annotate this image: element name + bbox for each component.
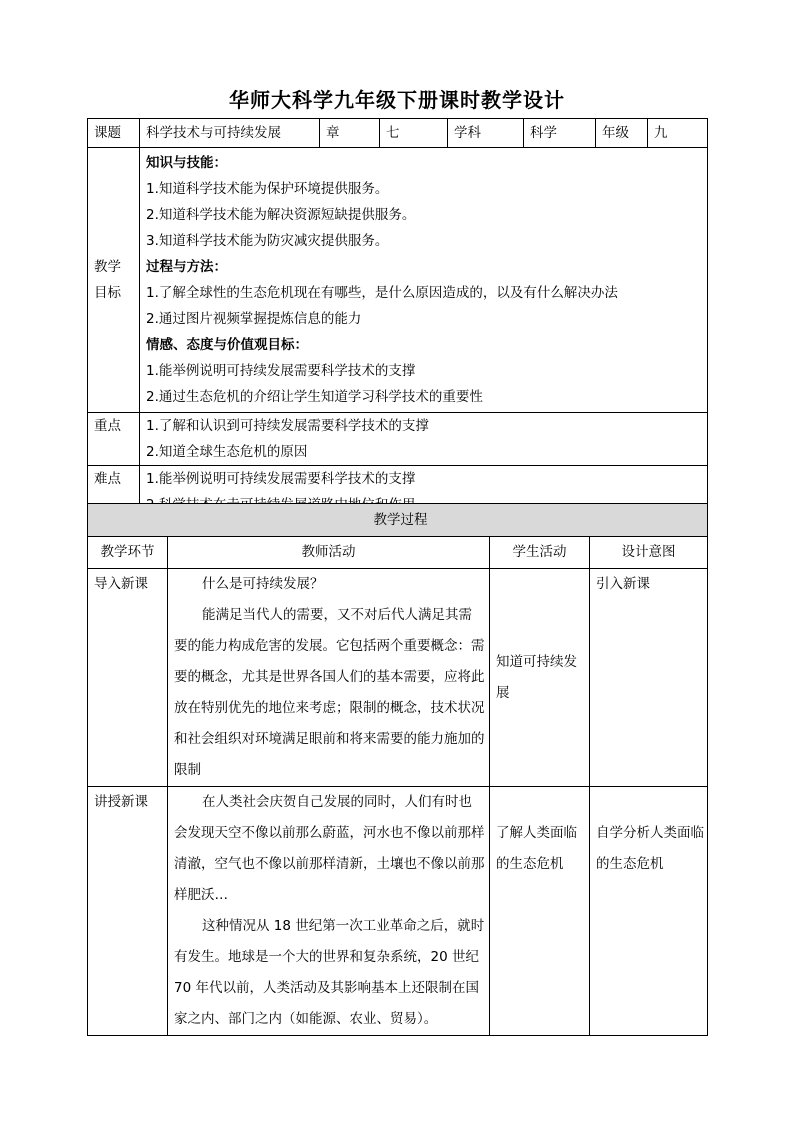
stage-cell: 讲授新课 (88, 787, 168, 1036)
lesson-info-table (87, 118, 708, 519)
table-row (88, 569, 708, 787)
column-header-teacher: 教师活动 (168, 537, 490, 569)
process-band-row (88, 504, 708, 537)
student-activity-cell: 知道可持续发展 (490, 569, 590, 787)
teacher-paragraph: 在人类社会庆贺自己发展的同时，人们有时也会发现天空不像以前那么蔚蓝，河水也不像以前那样清澈，空气也不像以前那样清新，土壤也不像以前那样肥沃… (174, 794, 485, 903)
topic-label: 课题 (88, 119, 140, 148)
teacher-activity-cell (168, 569, 490, 787)
chapter-label: 章 (320, 119, 380, 148)
grade-label: 年级 (596, 119, 648, 148)
process-header-row (88, 537, 708, 569)
chapter-value: 七 (380, 119, 448, 148)
process-item: 2.通过图片视频掌握提炼信息的能力 (146, 311, 362, 327)
column-header-intent: 设计意图 (590, 537, 708, 569)
process-heading: 过程与方法： (146, 259, 227, 275)
key-point-item: 2.知道全球生态危机的原因 (146, 444, 308, 460)
key-points-label: 重点 (88, 413, 140, 466)
process-table (87, 503, 708, 1036)
page-title: 华师大科学九年级下册课时教学设计 (229, 88, 565, 112)
column-header-student: 学生活动 (490, 537, 590, 569)
subject-label: 学科 (448, 119, 524, 148)
knowledge-item: 1.知道科学技术能为保护环境提供服务。 (146, 181, 389, 197)
intent-cell: 自学分析人类面临的生态危机 (590, 787, 708, 1036)
difficulty-item: 1.能举例说明可持续发展需要科学技术的支撑 (146, 471, 416, 487)
teacher-activity-cell (168, 787, 490, 1036)
subject-value: 科学 (524, 119, 596, 148)
process-band: 教学过程 (88, 504, 708, 537)
emotion-heading: 情感、态度与价值观目标： (146, 337, 308, 353)
grade-value: 九 (648, 119, 708, 148)
student-activity-cell: 了解人类面临的生态危机 (490, 787, 590, 1036)
teacher-paragraph: 什么是可持续发展？ (202, 576, 324, 592)
key-point-item: 1.了解和认识到可持续发展需要科学技术的支撑 (146, 418, 429, 434)
objectives-label: 教学目标 (88, 148, 140, 413)
objectives-content (140, 148, 708, 413)
difficulties-label: 难点 (88, 466, 140, 519)
stage-cell: 导入新课 (88, 569, 168, 787)
key-points-row (88, 413, 708, 466)
column-header-stage: 教学环节 (88, 537, 168, 569)
emotion-item: 1.能举例说明可持续发展需要科学技术的支撑 (146, 363, 416, 379)
header-row (88, 119, 708, 148)
intent-cell: 引入新课 (590, 569, 708, 787)
emotion-item: 2.通过生态危机的介绍让学生知道学习科学技术的重要性 (146, 389, 483, 405)
knowledge-heading: 知识与技能： (146, 155, 227, 171)
teacher-paragraph: 这种情况从 18 世纪第一次工业革命之后，就时有发生。地球是一个大的世界和复杂系统，20 世纪 70 年代以前，人类活动及其影响基本上还限制在国家之内、部门之内（如能源、农业、贸易）。 (174, 918, 485, 1027)
knowledge-item: 3.知道科学技术能为防灾减灾提供服务。 (146, 233, 389, 249)
knowledge-item: 2.知道科学技术能为解决资源短缺提供服务。 (146, 207, 416, 223)
key-points-content (140, 413, 708, 466)
objectives-row (88, 148, 708, 413)
table-row (88, 787, 708, 1036)
process-item: 1.了解全球性的生态危机现在有哪些，是什么原因造成的，以及有什么解决办法 (146, 285, 618, 301)
teacher-paragraph: 能满足当代人的需要，又不对后代人满足其需要的能力构成危害的发展。它包括两个重要概念：需要的概念，尤其是世界各国人们的基本需要，应将此放在特别优先的地位来考虑；限制的概念，技术状况和社会组织对环境满足眼前和将来需要的能力施加的限制 (174, 607, 485, 778)
topic-value: 科学技术与可持续发展 (140, 119, 320, 148)
